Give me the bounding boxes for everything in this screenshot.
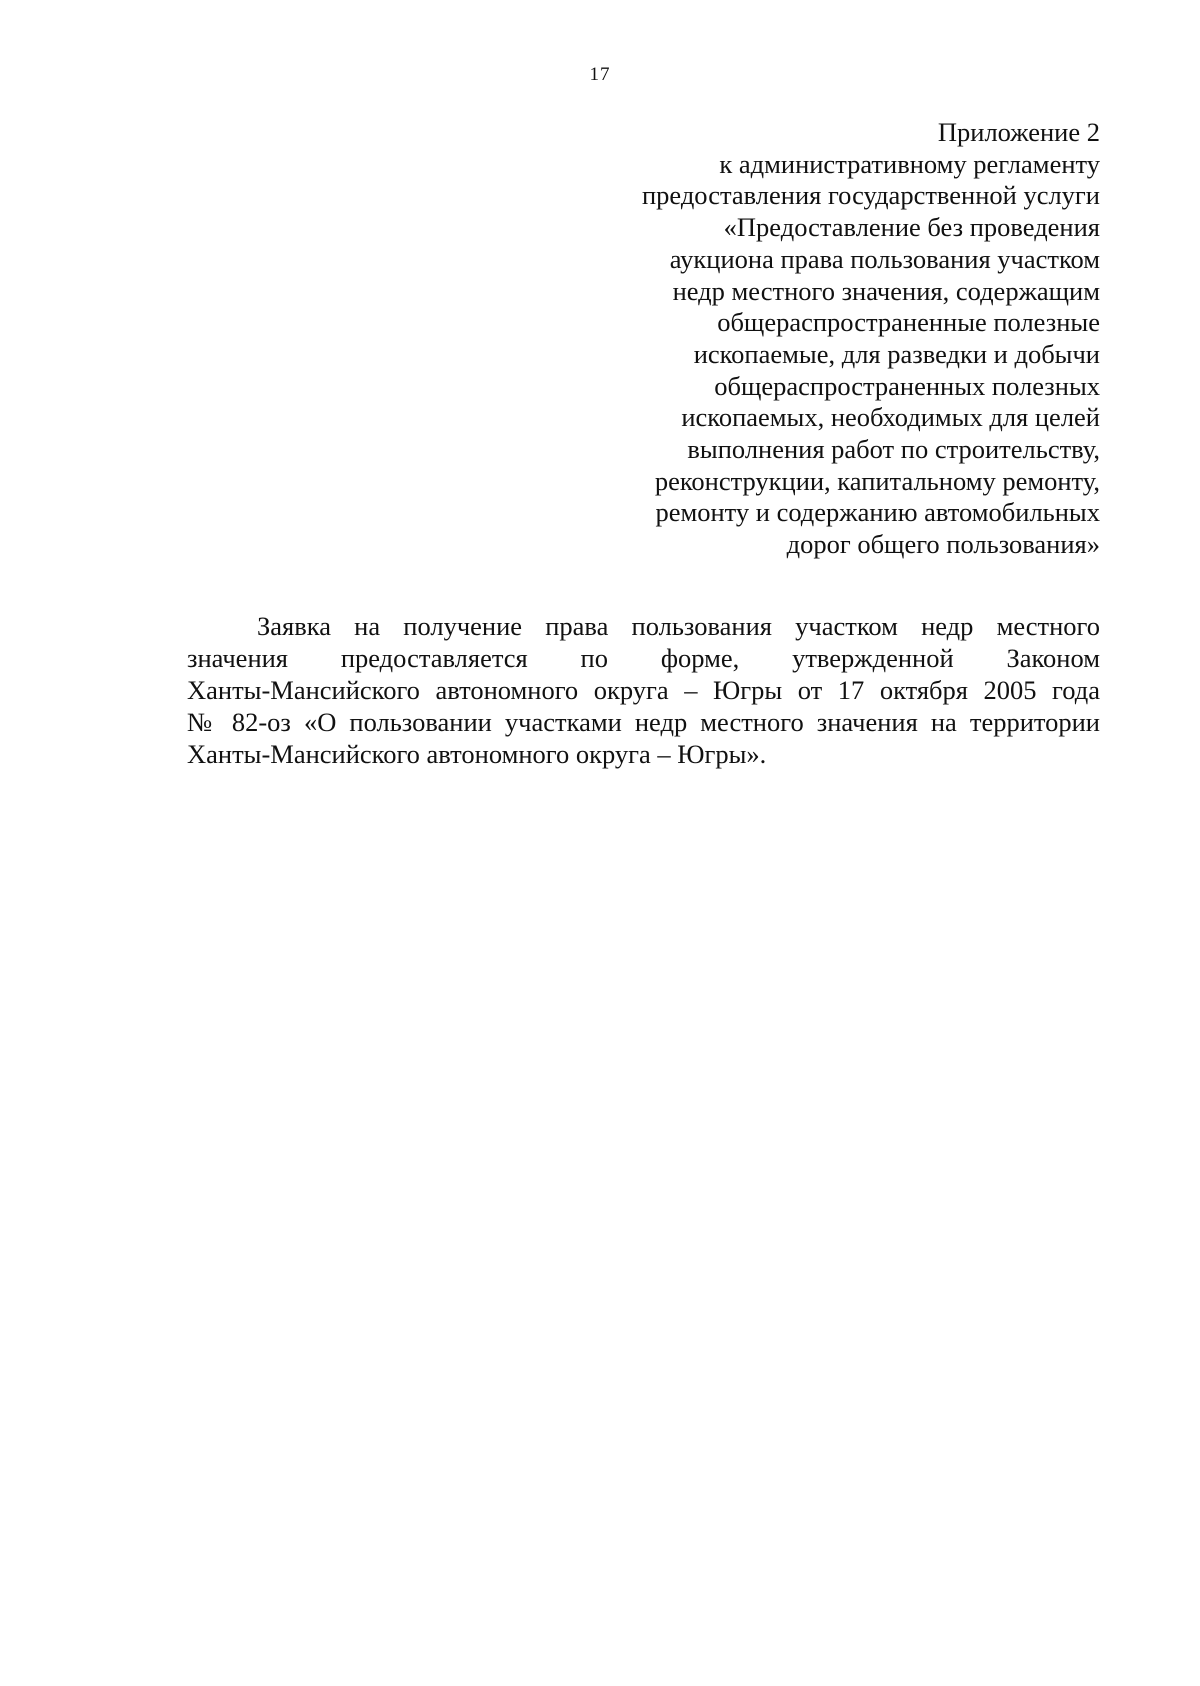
- appendix-title: Приложение 2: [937, 117, 1100, 147]
- appendix-line: дорог общего пользования»: [786, 529, 1100, 560]
- appendix-line: «Предоставление без проведения: [723, 212, 1100, 243]
- body-line: Ханты-Мансийского автономного округа – Югры от 17 октября 2005 года: [187, 675, 1100, 705]
- appendix-line: общераспространенных полезных: [714, 370, 1100, 401]
- appendix-line: ремонту и содержанию автомобильных: [655, 497, 1100, 528]
- appendix-line: общераспространенные полезные: [717, 307, 1100, 338]
- page-number: 17: [589, 64, 611, 85]
- appendix-line: предоставления государственной услуги: [641, 180, 1100, 211]
- appendix-line: недр местного значения, содержащим: [672, 275, 1100, 306]
- appendix-line: ископаемые, для разведки и добычи: [693, 338, 1100, 369]
- appendix-line: реконструкции, капитальному ремонту,: [654, 465, 1100, 496]
- body-line: значения предоставляется по форме, утвержденной Законом: [187, 643, 1100, 673]
- appendix-line: аукциона права пользования участком: [669, 243, 1100, 274]
- appendix-heading: [580, 117, 1100, 561]
- appendix-line: к административному регламенту: [719, 148, 1100, 179]
- appendix-line: выполнения работ по строительству,: [687, 434, 1100, 465]
- appendix-line: ископаемых, необходимых для целей: [681, 402, 1100, 433]
- body-line: Ханты-Мансийского автономного округа – Югры».: [187, 739, 767, 769]
- body-paragraph: [187, 610, 1100, 770]
- body-line: № 82-оз «О пользовании участками недр местного значения на территории: [187, 707, 1100, 737]
- body-line: Заявка на получение права пользования участком недр местного: [257, 611, 1100, 641]
